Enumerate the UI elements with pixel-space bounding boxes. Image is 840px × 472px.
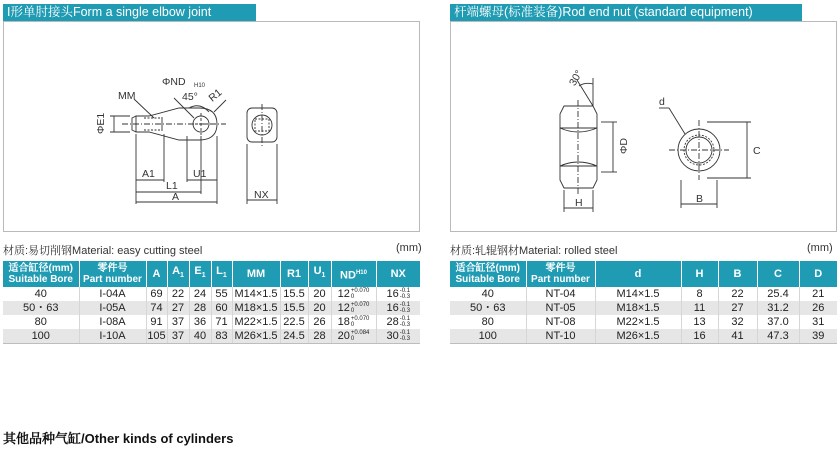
- label-e1: ΦE1: [95, 112, 107, 134]
- table-cell: 47.3: [757, 329, 799, 344]
- left-material: 材质:易切削钢Material: easy cutting steel: [3, 245, 203, 257]
- table-cell: 83: [211, 329, 232, 344]
- left-unit: (mm): [396, 242, 422, 254]
- table-cell: 60: [211, 301, 232, 315]
- left-drawing-frame: [3, 21, 420, 232]
- table-cell: 28: [189, 301, 211, 315]
- table-cell: 22: [718, 287, 757, 301]
- table-cell: 28: [308, 329, 331, 344]
- table-cell: M26×1.5: [595, 329, 681, 344]
- label-30: 30°: [566, 68, 586, 88]
- elbow-joint-drawing: [4, 22, 419, 231]
- table-cell: 69: [146, 287, 167, 301]
- table-cell: 18 +0.070 0: [331, 315, 376, 329]
- table-cell: 22.5: [280, 315, 308, 329]
- table-row: [3, 315, 420, 329]
- col-mm: MM: [232, 261, 280, 287]
- table-cell: 20 +0.084 0: [331, 329, 376, 344]
- table-row: [3, 287, 420, 301]
- col-nd: $ND^{H10}$: [331, 261, 376, 287]
- label-h: H: [575, 197, 583, 209]
- table-cell: 39: [799, 329, 837, 344]
- table-cell: 13: [681, 315, 718, 329]
- table-cell: 8: [681, 287, 718, 301]
- table-cell: 36: [189, 315, 211, 329]
- label-phid: ΦD: [618, 138, 630, 154]
- table-cell: 26: [799, 301, 837, 315]
- table-cell: I-04A: [79, 287, 146, 301]
- table-cell: 20: [308, 301, 331, 315]
- table-cell: 100: [450, 329, 526, 344]
- table-cell: 12 +0.070 0: [331, 301, 376, 315]
- table-row: [3, 301, 420, 315]
- col-e1: $E_1$: [189, 261, 211, 287]
- table-cell: 74: [146, 301, 167, 315]
- label-d: d: [659, 96, 665, 108]
- table-cell: 40: [189, 329, 211, 344]
- table-row: [450, 329, 837, 344]
- table-cell: 71: [211, 315, 232, 329]
- table-cell: 37: [167, 329, 189, 344]
- table-cell: 16 -0.1 -0.3: [386, 288, 411, 301]
- bottom-heading: 其他品种气缸/Other kinds of cylinders: [3, 431, 234, 446]
- table-cell: I-08A: [79, 315, 146, 329]
- left-panel-title: I形单肘接头Form a single elbow joint: [3, 4, 256, 21]
- table-cell: M14×1.5: [232, 287, 280, 301]
- table-cell: 27: [718, 301, 757, 315]
- right-table-header: [450, 261, 837, 287]
- left-table-header: [3, 261, 420, 287]
- col-c: C: [757, 261, 799, 287]
- table-cell: M22×1.5: [232, 315, 280, 329]
- table-cell: 31.2: [757, 301, 799, 315]
- table-cell: 16: [681, 329, 718, 344]
- table-cell: 25.4: [757, 287, 799, 301]
- table-cell: 50・63: [450, 301, 526, 315]
- table-cell: 26: [308, 315, 331, 329]
- table-cell: 31: [812, 316, 825, 328]
- table-row: [450, 287, 837, 301]
- table-cell: 80: [450, 315, 526, 329]
- table-row: [3, 329, 420, 344]
- table-cell: I-05A: [79, 301, 146, 315]
- col-b: B: [718, 261, 757, 287]
- label-r1: R1: [206, 86, 225, 105]
- table-cell: 20: [308, 287, 331, 301]
- table-cell: NT-05: [526, 301, 595, 315]
- label-u1: U1: [193, 168, 207, 180]
- table-cell: I-10A: [79, 329, 146, 344]
- col-a1: $A_1$: [167, 261, 189, 287]
- table-cell: M26×1.5: [232, 329, 280, 344]
- table-cell: 16 -0.1 -0.3: [376, 301, 420, 315]
- table-cell: NT-08: [526, 315, 595, 329]
- col-dd: D: [799, 261, 837, 287]
- col-a: A: [146, 261, 167, 287]
- right-panel-title: 杆端螺母(标准装备)Rod end nut (standard equipment): [450, 4, 802, 21]
- table-cell: M22×1.5: [595, 315, 681, 329]
- table-cell: 40: [3, 287, 79, 301]
- table-cell: 11: [681, 301, 718, 315]
- table-cell: NT-04: [526, 287, 595, 301]
- left-spec-table: [3, 261, 420, 344]
- label-mm: MM: [118, 90, 136, 102]
- rod-end-nut-drawing: [451, 22, 836, 231]
- col-part: 零件号 Part number: [79, 261, 146, 287]
- table-cell: 24: [189, 287, 211, 301]
- table-cell: 15.5: [280, 287, 308, 301]
- table-cell: 21: [812, 288, 825, 300]
- col-h: H: [681, 261, 718, 287]
- table-cell: 15.5: [280, 301, 308, 315]
- right-unit: (mm): [807, 242, 833, 254]
- label-b: B: [696, 193, 704, 205]
- col-bore: 适合缸径(mm) Suitable Bore: [450, 261, 526, 287]
- table-cell: NT-10: [526, 329, 595, 344]
- col-u1: $U_1$: [308, 261, 331, 287]
- right-drawing-frame: [450, 21, 837, 232]
- table-cell: 22: [167, 287, 189, 301]
- table-cell: 27: [167, 301, 189, 315]
- table-cell: 80: [3, 315, 79, 329]
- table-cell: 40: [450, 287, 526, 301]
- col-r1: R1: [280, 261, 308, 287]
- col-nx: NX: [376, 261, 420, 287]
- label-a: A: [172, 191, 180, 203]
- col-part: 零件号 Part number: [526, 261, 595, 287]
- table-cell: 28 -0.1 -0.3: [386, 316, 411, 329]
- table-cell: 105: [147, 330, 166, 342]
- table-cell: 37.0: [757, 315, 799, 329]
- table-cell: M18×1.5: [232, 301, 280, 315]
- table-cell: M18×1.5: [595, 301, 681, 315]
- label-nx: NX: [254, 189, 269, 201]
- right-material: 材质:轧辊钢材Material: rolled steel: [450, 245, 618, 257]
- table-cell: 41: [718, 329, 757, 344]
- label-l1: L1: [166, 180, 178, 192]
- table-cell: M14×1.5: [595, 287, 681, 301]
- table-cell: 30 -0.1 -0.3: [376, 329, 420, 344]
- table-cell: 32: [718, 315, 757, 329]
- table-row: [450, 315, 837, 329]
- table-cell: 24.5: [280, 329, 308, 344]
- table-cell: 91: [146, 315, 167, 329]
- label-45: 45°: [182, 91, 198, 103]
- table-cell: 50・63: [3, 301, 79, 315]
- label-c: C: [753, 145, 761, 157]
- table-cell: 100: [3, 329, 79, 344]
- label-nd: ΦND: [162, 76, 186, 88]
- table-cell: 55: [211, 287, 232, 301]
- table-cell: 37: [167, 315, 189, 329]
- col-l1: $L_1$: [211, 261, 232, 287]
- label-nd-sub: H10: [194, 83, 206, 89]
- right-spec-table: [450, 261, 837, 344]
- col-d: d: [595, 261, 681, 287]
- table-cell: 12 +0.070 0: [331, 287, 376, 301]
- label-a1: A1: [142, 168, 155, 180]
- table-row: [450, 301, 837, 315]
- col-bore: 适合缸径(mm) Suitable Bore: [3, 261, 79, 287]
